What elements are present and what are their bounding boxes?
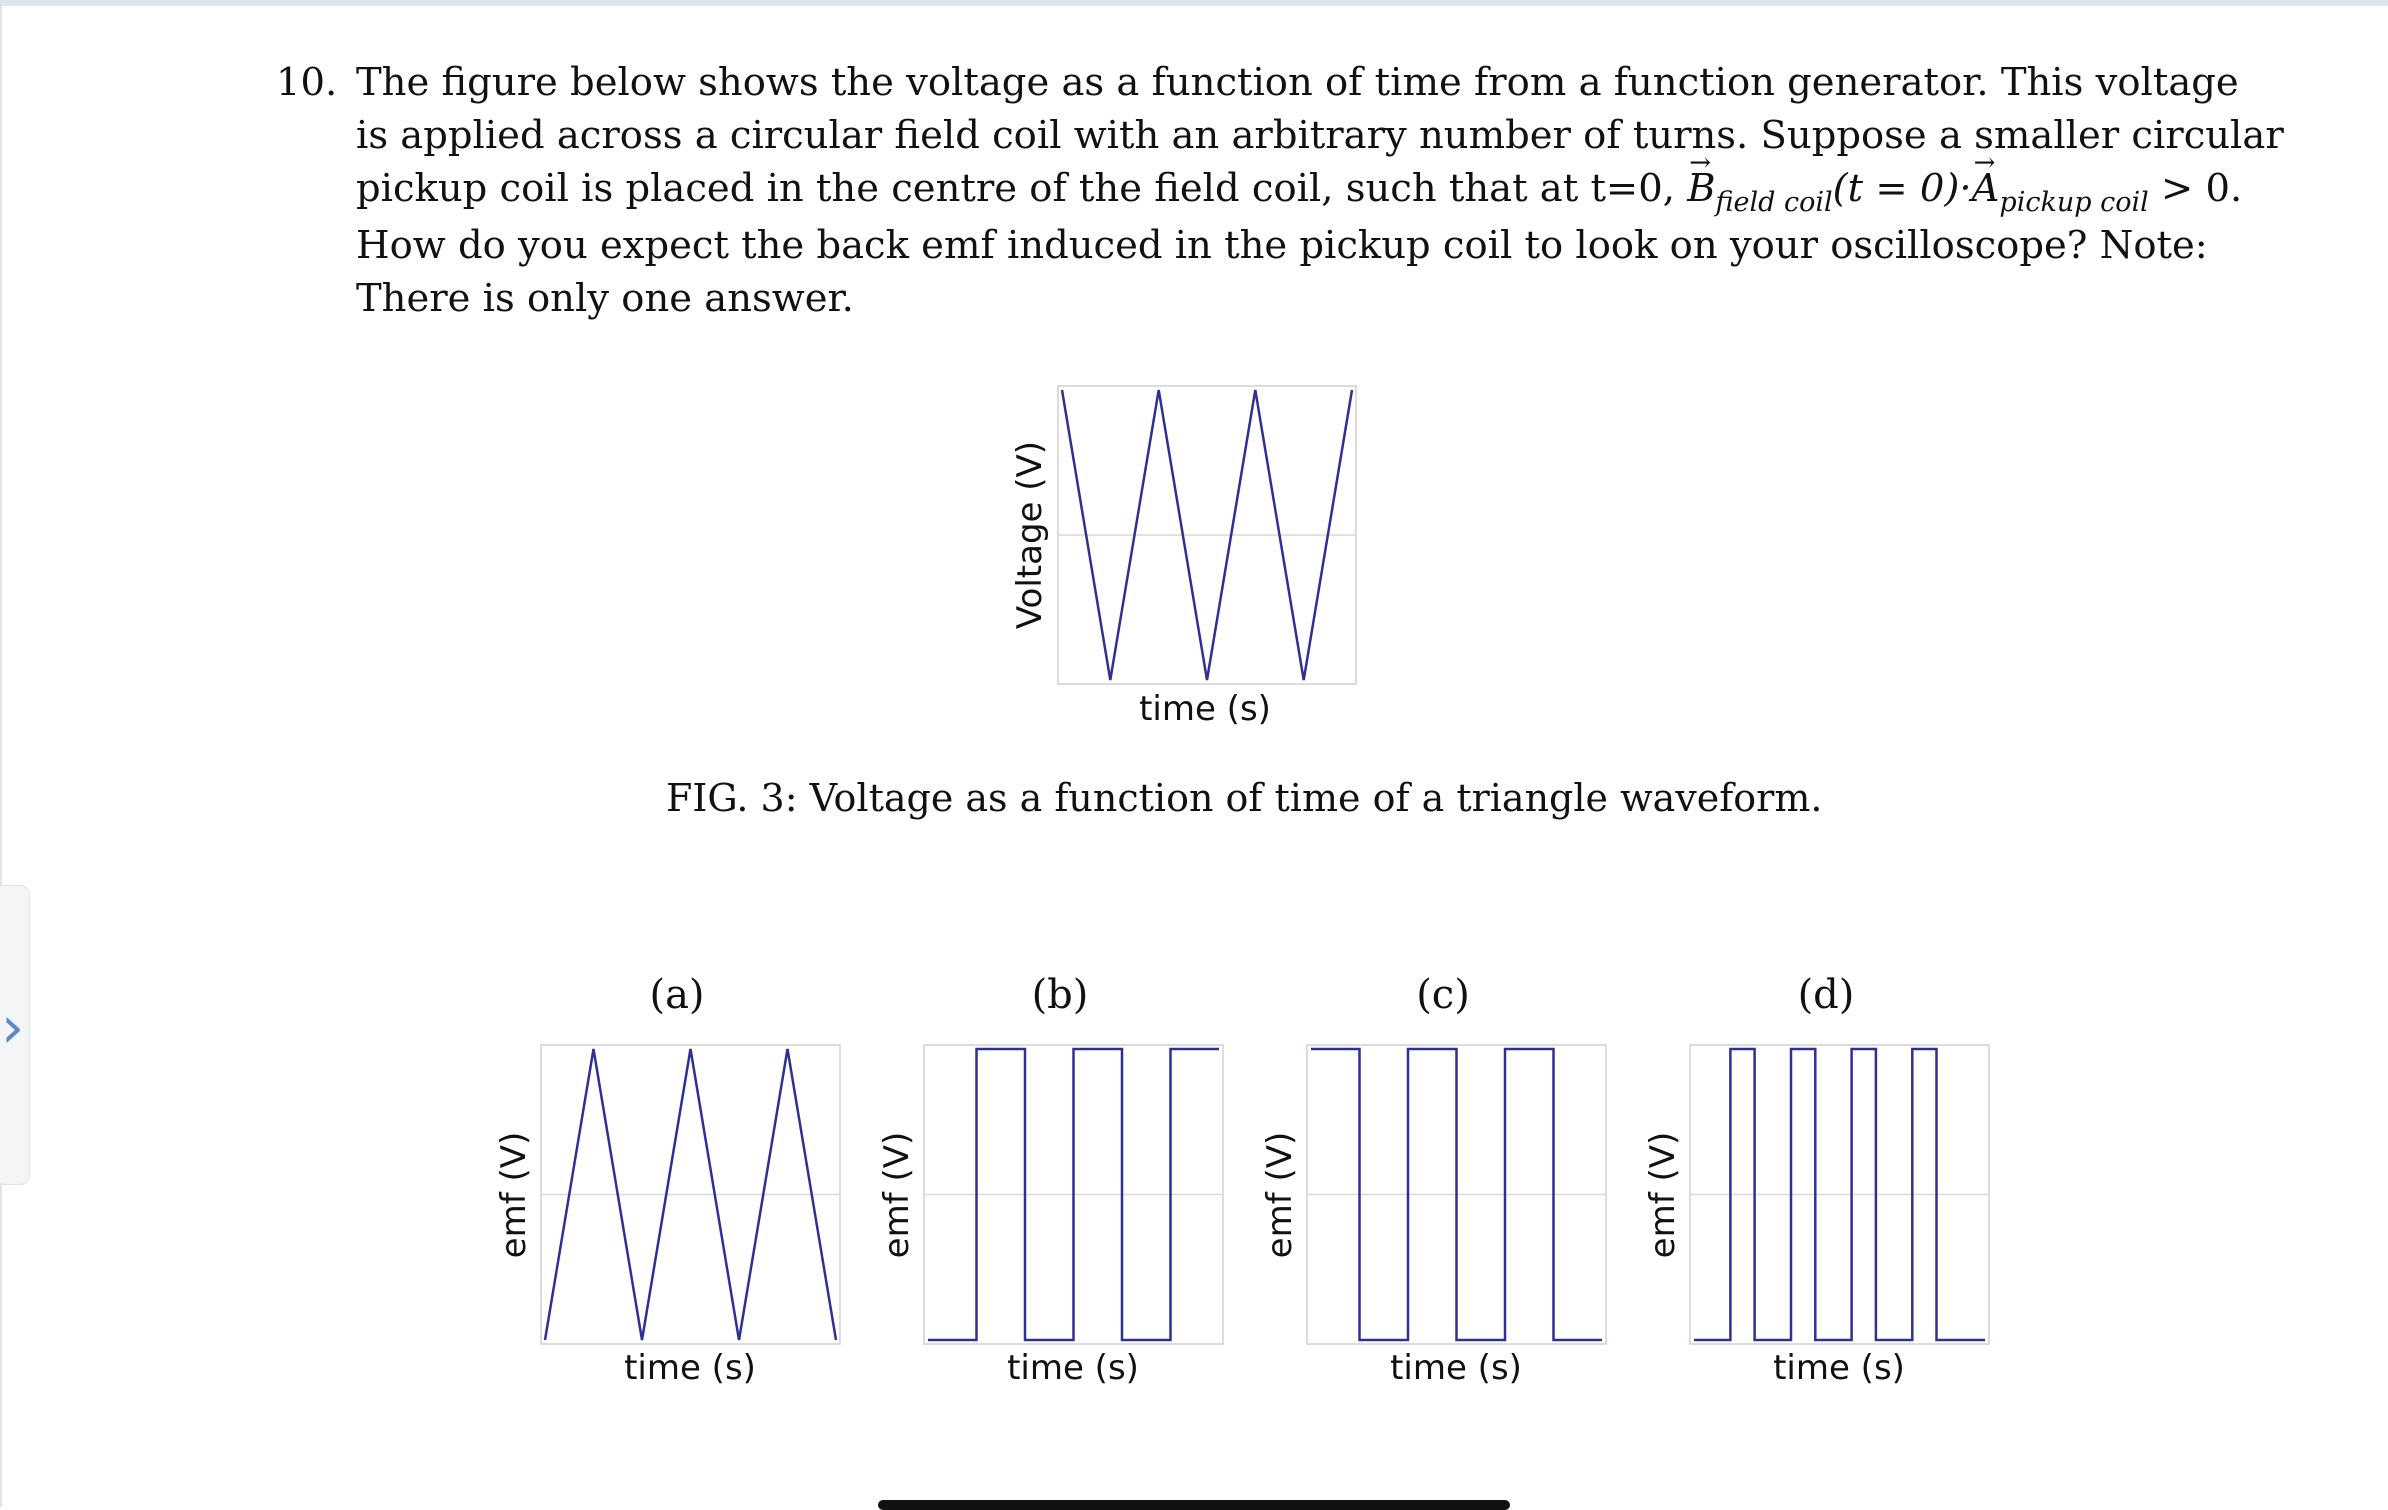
option-b-chart-xlabel: time (s) [1007, 1348, 1139, 1388]
option-d-chart-xlabel: time (s) [1773, 1348, 1905, 1388]
home-indicator [878, 1500, 1510, 1510]
time-zero-term: (t = 0)· [1832, 166, 1972, 211]
area-vector: → A [1972, 162, 2000, 215]
main-chart-xlabel: time (s) [1139, 689, 1271, 729]
panel-label-d: (d) [1797, 972, 1855, 1018]
question-number: 10. [276, 60, 338, 105]
option-d-chart-ylabel: emf (V) [1643, 1131, 1683, 1259]
main-chart-ylabel: Voltage (V) [1010, 440, 1050, 630]
option-a-chart-ylabel: emf (V) [494, 1131, 534, 1259]
question-line-3-text: pickup coil is placed in the centre of the field coil, such that at t=0, [356, 166, 1675, 211]
question-line-5: There is only one answer. [356, 276, 854, 321]
option-c-chart-xlabel: time (s) [1390, 1348, 1522, 1388]
question-line-2: is applied across a circular field coil with an arbitrary number of turns. Suppose a smaller circular [356, 113, 2284, 158]
inequality-term: > 0. [2148, 166, 2243, 211]
option-c-chart-ylabel: emf (V) [1260, 1131, 1300, 1259]
option-a-chart-xlabel: time (s) [624, 1348, 756, 1388]
panel-label-a: (a) [649, 972, 705, 1018]
area-subscript: pickup coil [1999, 187, 2149, 218]
chevron-right-icon: › [1, 993, 25, 1061]
b-field-vector: → B [1687, 162, 1715, 215]
question-line-1: The figure below shows the voltage as a function of time from a function generator. This voltage [356, 60, 2239, 105]
option-b-chart-ylabel: emf (V) [877, 1131, 917, 1259]
panel-label-b: (b) [1031, 972, 1089, 1018]
question-line-4: How do you expect the back emf induced in the pickup coil to look on your oscilloscope? Note: [356, 223, 2208, 268]
b-field-subscript: field coil [1715, 187, 1833, 218]
figure-caption: FIG. 3: Voltage as a function of time of a triangle waveform. [666, 776, 1823, 820]
panel-label-c: (c) [1416, 972, 1470, 1018]
